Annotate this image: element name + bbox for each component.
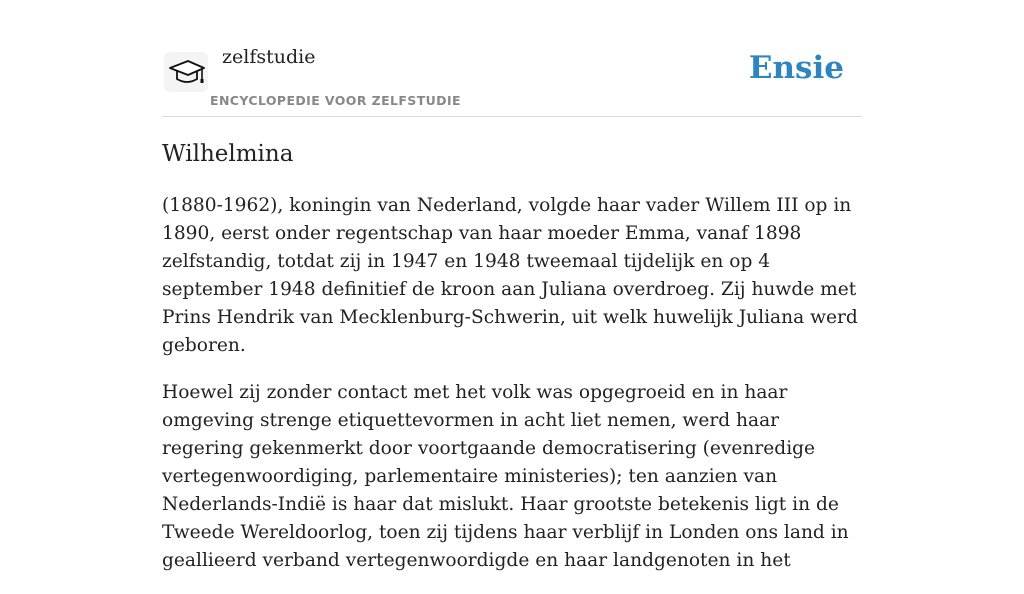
article-paragraph: Hoewel zij zonder contact met het volk was opgegroeid en in haar omgeving strenge etiquettevormen in acht liet nemen, werd haar regering gekenmerkt door voortgaande democratisering (evenredige vertegenwoordiging, parlementaire ministeries); ten aanzien van Nederlands-Indië is haar dat mislukt. Haar grootste betekenis ligt in de Tweede Wereldoorlog, toen zij tijdens haar verblijf in Londen ons land in geallieerd verband vertegenwoordigde en haar landgenoten in het [162,382,849,571]
graduation-cap-icon[interactable] [164,52,208,92]
article-paragraph: (1880-1962), koningin van Nederland, volgde haar vader Willem III op in 1890, eerst onder regentschap van haar moeder Emma, vanaf 1898 zelfstandig, totdat zij in 1947 en 1948 tweemaal tijdelijk en op 4 september 1948 definitief de kroon aan Juliana overdroeg. Zij huwde met Prins Hendrik van Mecklenburg-Schwerin, uit welk huwelijk Juliana werd geboren. [162,195,858,356]
article [162,138,864,594]
brand-logo-link[interactable]: Ensie [748,50,844,86]
site-name[interactable]: zelfstudie [222,46,316,68]
site-header [162,38,862,117]
article-title: Wilhelmina [162,141,294,167]
site-tagline: ENCYCLOPEDIE VOOR ZELFSTUDIE [210,93,461,108]
